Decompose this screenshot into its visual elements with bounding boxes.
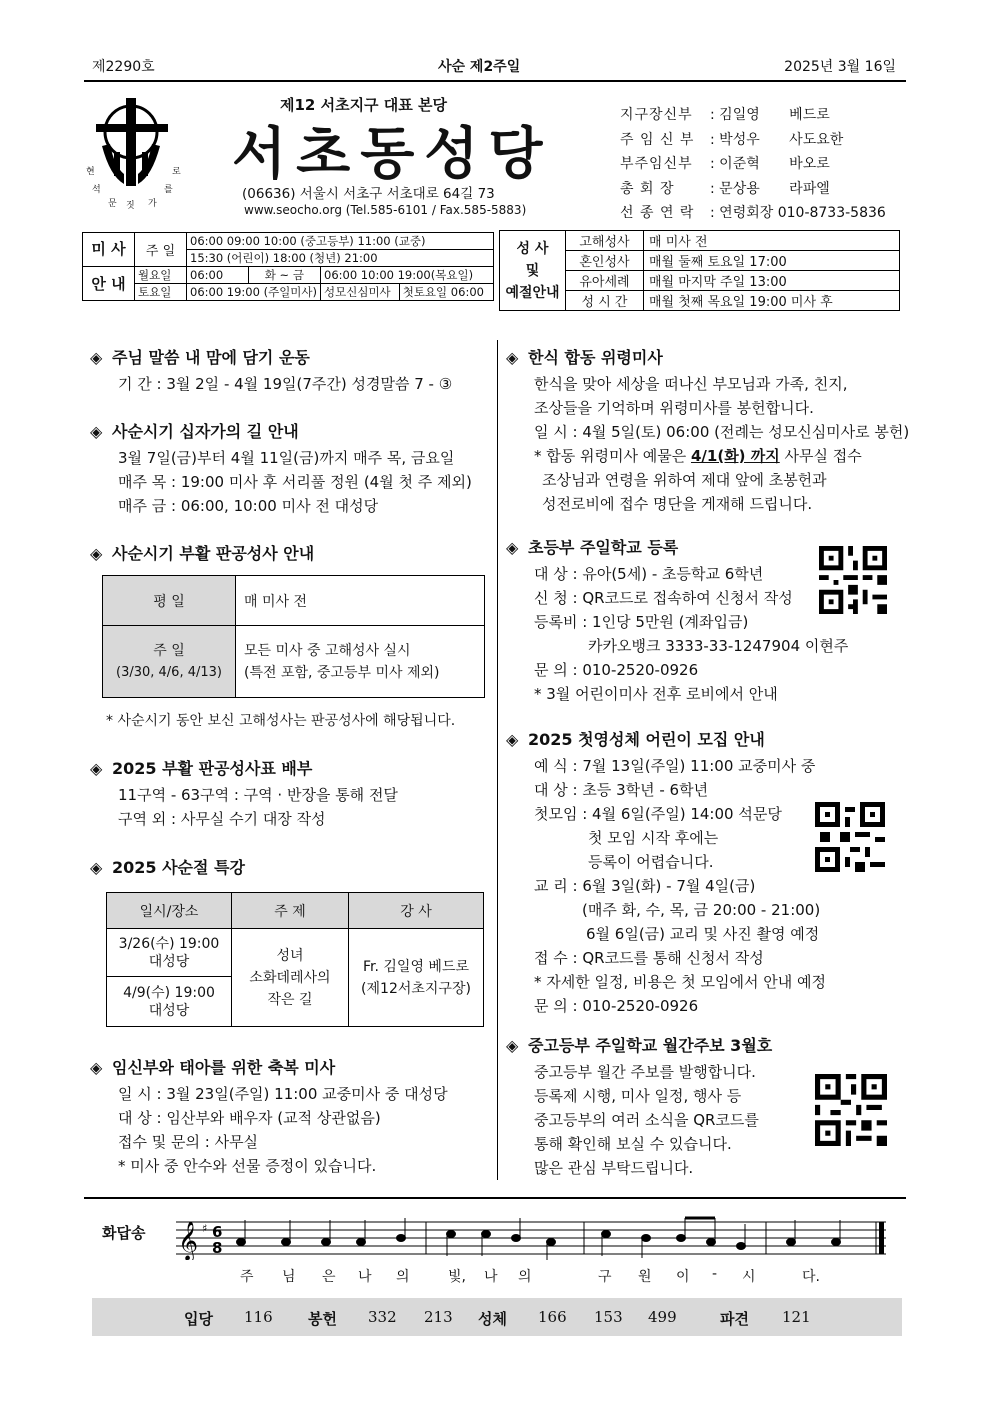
top-info-line — [84, 56, 906, 76]
col-topic: 주 제 — [232, 893, 349, 929]
staff-row: 부주임신부 : 이준혁 바오로 — [620, 156, 830, 172]
logo-text: 가 — [148, 199, 157, 209]
psalm-label: 화답송 — [102, 1224, 146, 1242]
weekday-value: 매 미사 전 — [236, 576, 485, 626]
logo-text: 로 — [172, 167, 181, 177]
sunday-times-2: 15:30 (어린이) 18:00 (청년) 21:00 — [187, 250, 494, 267]
qr-code-icon[interactable] — [815, 802, 885, 872]
liturgical-week: 사순 제2주일 — [438, 59, 521, 75]
sacrament-value: 매월 첫째 목요일 19:00 미사 후 — [644, 291, 900, 311]
sunday-times-1: 06:00 09:00 10:00 (중고등부) 11:00 (교중) — [187, 233, 494, 250]
top-divider — [84, 80, 906, 82]
offertory-number: 213 — [424, 1308, 453, 1326]
mass-schedule-table — [82, 232, 494, 301]
logo-text: 문 — [108, 199, 117, 209]
svg-text:8: 8 — [212, 1239, 223, 1257]
offertory-label: 봉헌 — [308, 1310, 337, 1328]
section-elementary-school: ◈ 초등부 주일학교 등록 대 상 : 유아(5세) - 초등학교 6학년 신 청 : QR코드로 접속하여 신청서 작성 등록비 : 1인당 5만원 (계좌입금) 카카오뱅크 3333-33-1247904 이현주 문 의 : 010-2520-0926 * 3월 어린이미사 전후 로비에서 안내 — [506, 538, 849, 703]
sacrament-table — [499, 230, 900, 311]
section-middle-high-newsletter: ◈ 중고등부 주일학교 월간주보 3월호 중고등부 월간 주보를 발행합니다. 등록제 시행, 미사 일정, 행사 등 중고등부의 여러 소식을 QR코드를 통해 확인해 보실 수 있습니다. 많은 관심 부탁드립니다. — [506, 1036, 773, 1177]
lecture-date: 4/9(수) 19:00 대성당 — [107, 977, 232, 1027]
svg-text:6: 6 — [212, 1223, 223, 1241]
staff-row: 주 임 신 부 : 박성우 사도요한 — [620, 131, 844, 148]
confession-table — [102, 575, 485, 698]
church-subtitle: 제12 서초지구 대표 본당 — [280, 96, 447, 114]
communion-label: 성체 — [478, 1310, 507, 1328]
qr-code-icon[interactable] — [818, 546, 888, 614]
logo-text: 짓 — [126, 201, 135, 211]
sacrament-key: 성 시 간 — [566, 291, 644, 311]
sacrament-key: 유아세례 — [566, 271, 644, 291]
church-logo — [86, 94, 212, 214]
music-staff — [176, 1216, 886, 1260]
staff-row: 지구장신부 : 김일영 베드로 — [620, 107, 830, 123]
lecture-table — [106, 892, 484, 1027]
responsorial-psalm-score: 화답송 𝄞 ♯ 6 8 주 님 은 나 의 빛, 나 의 구 원 이 - 시 다. — [92, 1210, 908, 1290]
sunday-label: 주 일 — [135, 233, 187, 267]
sacrament-value: 매 미사 전 — [644, 231, 900, 251]
qr-code-icon[interactable] — [815, 1074, 887, 1146]
sacrament-key: 고해성사 — [566, 231, 644, 251]
communion-number: 499 — [648, 1308, 677, 1326]
col-datetime: 일시/장소 — [107, 893, 232, 929]
saturday-times: 06:00 19:00 (주일미사) — [187, 284, 321, 301]
issue-number: 제2290호 — [92, 59, 155, 75]
hymn-numbers-bar — [92, 1298, 902, 1336]
section-memorial-mass: ◈ 한식 합동 위령미사 한식을 맞아 세상을 떠나신 부모님과 가족, 친지, 조상들을 기억하며 위령미사를 봉헌합니다. 일 시 : 4월 5일(토) 06:00 (전례는 성모신심미사로 봉헌) * 합동 위령미사 예물은 4/1(화) 까지 사무실 접수 조상님과 연령을 위하여 제대 앞에 초봉헌과 성전로비에 접수 명단을 게재해 드립니다. — [506, 348, 910, 513]
sacrament-key: 혼인성사 — [566, 251, 644, 271]
entrance-number: 116 — [244, 1308, 273, 1326]
section-stations-of-cross: ◈ 사순시기 십자가의 길 안내 3월 7일(금)부터 4월 11일(금)까지 매주 목, 금요일 매주 목 : 19:00 미사 후 서리풀 정원 (4월 첫 주 제외) 매주 금 : 06:00, 10:00 미사 전 대성당 — [90, 422, 472, 515]
lecture-date: 3/26(수) 19:00 대성당 — [107, 929, 232, 977]
lecture-speaker: Fr. 김일영 베드로 (제12서초지구장) — [349, 929, 484, 1027]
weekday-times: 06:00 10:00 19:00(목요일) — [321, 267, 494, 284]
recessional-label: 파견 — [720, 1310, 749, 1328]
logo-text: 석 — [92, 185, 101, 195]
confession-note: * 사순시기 동안 보신 고해성사는 판공성사에 해당됩니다. — [106, 713, 456, 729]
recessional-number: 121 — [782, 1308, 811, 1326]
treble-clef-icon: 𝄞 — [178, 1221, 199, 1260]
logo-text: 를 — [164, 185, 173, 195]
offertory-number: 332 — [368, 1308, 397, 1326]
svg-text:♯: ♯ — [202, 1222, 208, 1235]
staff-row: 총 회 장 : 문상용 라파엘 — [620, 180, 830, 197]
section-pregnancy-mass: ◈ 임신부와 태아를 위한 축복 미사 일 시 : 3월 23일(주일) 11:00 교중미사 중 대성당 대 상 : 임산부와 배우자 (교적 상관없음) 접수 및 문의 : 사무실 * 미사 중 안수와 선물 증정이 있습니다. — [90, 1058, 448, 1175]
staff-list — [620, 103, 886, 226]
first-saturday: 첫토요일 06:00 — [399, 284, 493, 301]
communion-number: 153 — [594, 1308, 623, 1326]
lecture-topic: 성녀 소화데레사의 작은 길 — [232, 929, 349, 1027]
sunday-value: 모든 미사 중 고해성사 실시 (특전 포함, 중고등부 미사 제외) — [236, 626, 485, 698]
sunday-label: 주 일 (3/30, 4/6, 4/13) — [103, 626, 236, 698]
section-word-campaign: ◈ 주님 말씀 내 맘에 담기 운동 기 간 : 3월 2일 - 4월 19일(7주간) 성경말씀 7 - ③ — [90, 348, 453, 393]
entrance-label: 입당 — [184, 1310, 213, 1328]
church-website: www.seocho.org (Tel.585-6101 / Fax.585-5883) — [244, 203, 527, 217]
sacrament-value: 매월 마지막 주일 13:00 — [644, 271, 900, 291]
logo-text: 현 — [86, 167, 95, 177]
issue-date: 2025년 3월 16일 — [784, 59, 896, 75]
section-confession-card: ◈ 2025 부활 판공성사표 배부 11구역 - 63구역 : 구역 · 반장을 통해 전달 구역 외 : 사무실 수기 대장 작성 — [90, 759, 398, 828]
saturday-marian: 성모신심미사 — [321, 284, 400, 301]
church-name: 서초동성당 — [232, 122, 553, 187]
col-speaker: 강 사 — [349, 893, 484, 929]
bottom-divider — [84, 1197, 906, 1199]
section-lent-lecture: ◈ 2025 사순절 특강 — [90, 858, 245, 877]
monday-label: 월요일 — [135, 267, 187, 284]
weekday-label: 화 ~ 금 — [248, 267, 320, 284]
monday-time: 06:00 — [187, 267, 249, 284]
mass-label-2: 안 내 — [83, 267, 135, 301]
section-first-communion: ◈ 2025 첫영성체 어린이 모집 안내 예 식 : 7월 13일(주일) 11:00 교중미사 중 대 상 : 초등 3학년 - 6학년 첫모임 : 4월 6일(주일) 14:00 석문당 첫 모임 시작 후에는 등록이 어렵습니다. 교 리 : 6월 3일(화) - 7월 4일(금) (매주 화, 수, 목, 금 20:00 - 21:00) 6월 6일(금) 교리 및 사진 촬영 예정 접 수 : QR코드를 통해 신청서 작성 * 자세한 일정, 비용은 첫 모임에서 안내 예정 문 의 : 010-2520-0926 — [506, 730, 826, 1015]
communion-number: 166 — [538, 1308, 567, 1326]
saturday-label: 토요일 — [135, 284, 187, 301]
section-confession: ◈ 사순시기 부활 판공성사 안내 — [90, 544, 315, 563]
weekday-label: 평 일 — [103, 576, 236, 626]
sacrament-value: 매월 둘째 토요일 17:00 — [644, 251, 900, 271]
mass-label: 미 사 — [83, 233, 135, 267]
column-divider — [497, 340, 498, 1180]
church-address: (06636) 서울시 서초구 서초대로 64길 73 — [242, 186, 495, 202]
staff-row: 선 종 연 락 : 연령회장 010-8733-5836 — [620, 205, 886, 221]
sacrament-label: 성 사 및 예절안내 — [500, 231, 566, 311]
